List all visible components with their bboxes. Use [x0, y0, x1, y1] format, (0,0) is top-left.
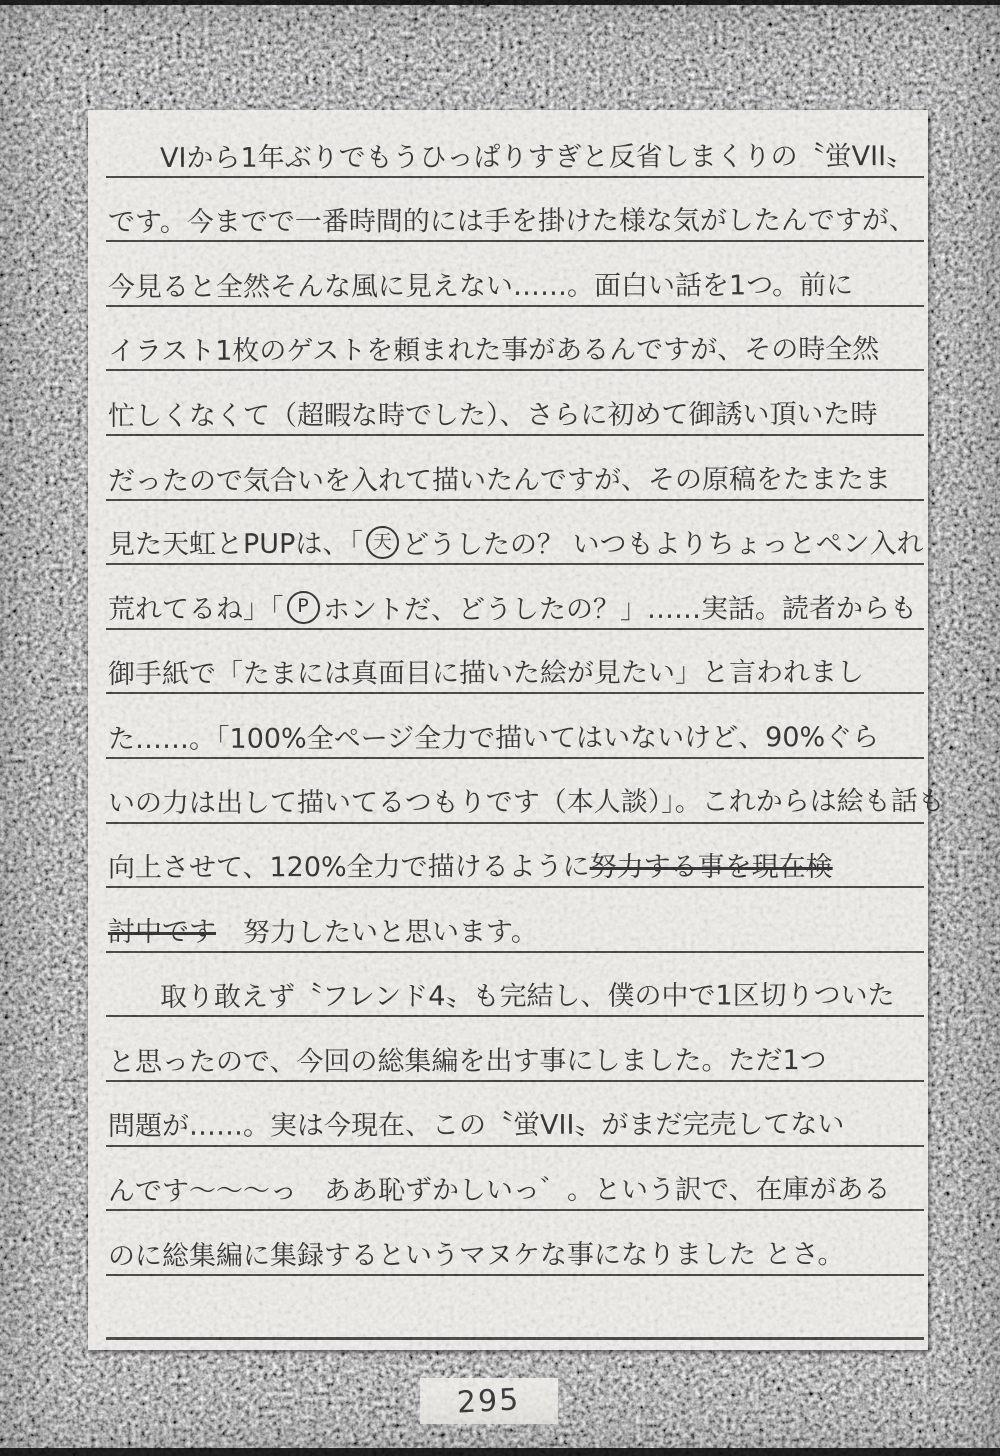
- handwritten-text: です。今までで一番時間的には手を掛けた様な気がしたんですが、: [107, 205, 916, 239]
- manuscript-line: [106, 307, 924, 372]
- handwritten-text: 見た天虹とPUPは、「: [107, 528, 363, 561]
- handwritten-text: イラスト1枚のゲストを頼まれた事があるんですが、その時全然: [107, 334, 880, 368]
- manuscript-line: [106, 501, 924, 566]
- manuscript-line: [106, 565, 924, 630]
- manuscript-line: [106, 694, 924, 759]
- scan-edge-top: [0, 0, 1000, 5]
- manuscript-page: [88, 110, 945, 1350]
- manuscript-line: [106, 1147, 924, 1212]
- page-number: 295: [456, 1381, 522, 1421]
- handwritten-text: いの力は出して描いてるつもりです（本人談）」。これからは絵も話も: [107, 786, 945, 820]
- manuscript-line: [106, 630, 924, 695]
- handwritten-text: 努力する事を現在検: [589, 852, 833, 884]
- scan-edge-bottom: [0, 1448, 1000, 1456]
- manuscript-line: [106, 1082, 924, 1147]
- handwritten-text: 討中です: [108, 916, 216, 948]
- handwritten-text: 今見ると全然そんな風に見えない……。面白い話を1つ。前に: [107, 269, 854, 303]
- handwritten-text: 荒れてるね」「: [107, 593, 284, 625]
- handwritten-text: 御手紙で「たまには真面目に描いた絵が見たい」と言われまし: [107, 657, 865, 691]
- manuscript-line: [106, 759, 945, 824]
- manuscript-line: [106, 953, 924, 1018]
- circled-initial: 天: [366, 526, 399, 559]
- handwritten-text: 忙しくなくて（超暇な時でした）、さらに初めて御誘い頂いた時: [107, 398, 878, 432]
- handwritten-text: 努力したいと思います。: [215, 916, 538, 949]
- manuscript-line: [106, 888, 924, 953]
- manuscript-line: [106, 436, 924, 501]
- handwritten-text: た……。「100%全ページ全力で描いてはいないけど、90%ぐら: [107, 721, 880, 755]
- manuscript-line: [106, 1276, 924, 1341]
- manuscript-line: [106, 242, 924, 307]
- handwritten-text: だったので気合いを入れて描いたんですが、その原稿をたまたま: [107, 463, 892, 497]
- manuscript-lines: [106, 113, 945, 1340]
- circled-initial: P: [287, 591, 320, 624]
- manuscript-line: [106, 113, 924, 178]
- manuscript-line: [106, 178, 924, 243]
- handwritten-text: 問題が……。実は今現在、この〝蛍VII〟がまだ完売してない: [107, 1109, 845, 1143]
- manuscript-line: [106, 371, 924, 436]
- handwritten-text: VIから1年ぶりでもうひっぱりすぎと反省しまくりの〝蛍VII〟: [159, 140, 914, 174]
- manuscript-line: [106, 1017, 924, 1082]
- manuscript-line: [106, 824, 924, 889]
- handwritten-text: 取り敢えず〝フレンド4〟も完結し、僕の中で1区切りついた: [159, 980, 895, 1014]
- handwritten-text: んです〜〜〜っ ああ恥ずかしいっ゛。という訳で、在庫がある: [107, 1174, 891, 1208]
- page-number-box: [420, 1378, 558, 1424]
- handwritten-text: どうしたの？ いつもよりちょっとペン入れ: [401, 528, 924, 561]
- handwritten-text: ホントだ、どうしたの？」……実話。読者からも: [322, 592, 917, 626]
- handwritten-text: 向上させて、120%全力で描けるように: [107, 851, 590, 884]
- manuscript-line: [106, 1211, 924, 1276]
- handwritten-text: のに総集編に集録するというマヌケな事になりました とさ。: [107, 1238, 845, 1272]
- handwritten-text: と思ったので、今回の総集編を出す事にしました。ただ1つ: [107, 1044, 827, 1078]
